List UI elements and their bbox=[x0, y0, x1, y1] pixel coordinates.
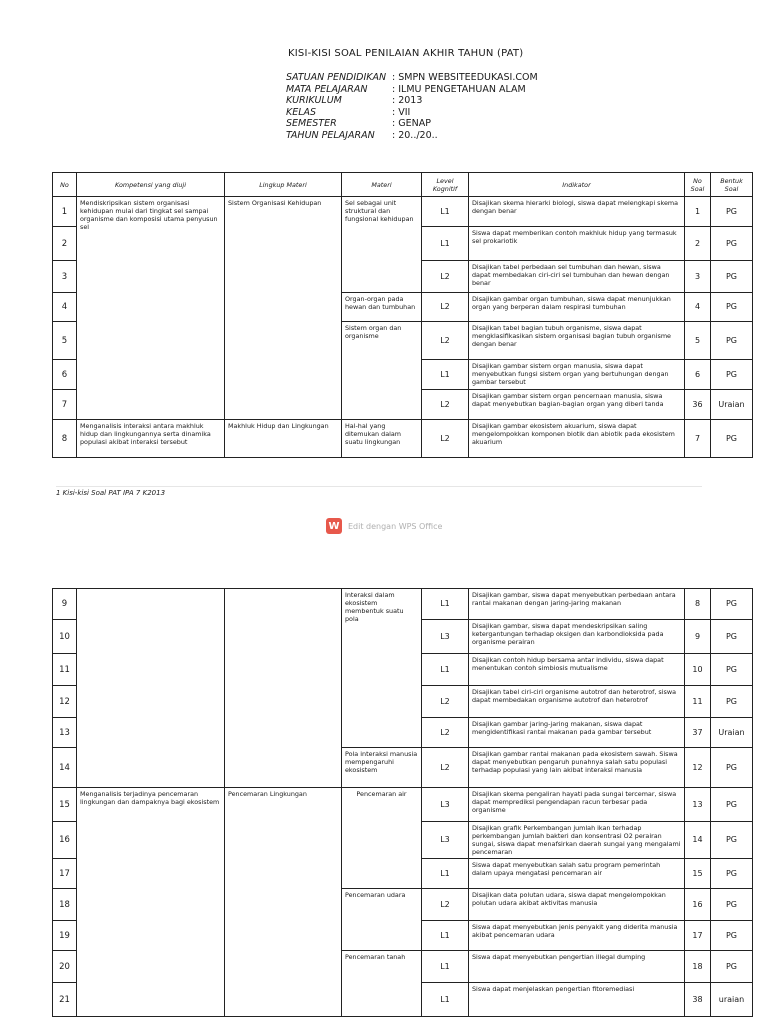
header-bentuk: Bentuk Soal bbox=[711, 173, 753, 197]
level-cell: L2 bbox=[422, 293, 469, 322]
header-no: No bbox=[53, 173, 77, 197]
bentuk-cell: PG bbox=[711, 620, 753, 654]
bentuk-cell: PG bbox=[711, 921, 753, 951]
level-cell: L1 bbox=[422, 589, 469, 620]
level-cell: L3 bbox=[422, 620, 469, 654]
meta-label: SATUAN PENDIDIKAN bbox=[286, 72, 387, 83]
wps-logo-icon: W bbox=[326, 518, 342, 534]
indikator-cell: Siswa dapat menjelaskan pengertian fitoremediasi bbox=[469, 983, 685, 1017]
lingkup-cell bbox=[225, 589, 342, 788]
meta-row bbox=[286, 84, 538, 96]
indikator-cell: Disajikan gambar sistem organ pencernaan manusia, siswa dapat menyebutkan bagian-bagian organ yang diberi tanda bbox=[469, 390, 685, 420]
materi-cell: Sistem organ dan organisme bbox=[342, 322, 422, 420]
level-cell: L1 bbox=[422, 360, 469, 390]
level-cell: L1 bbox=[422, 983, 469, 1017]
indikator-cell: Disajikan contoh hidup bersama antar individu, siswa dapat menentukan contoh simbiosis mutualisme bbox=[469, 654, 685, 686]
table-row bbox=[53, 788, 753, 822]
row-number: 21 bbox=[53, 983, 77, 1017]
no-soal-cell: 8 bbox=[685, 589, 711, 620]
materi-cell: Sel sebagai unit struktural dan fungsional kehidupan bbox=[342, 197, 422, 293]
indikator-cell: Siswa dapat memberikan contoh makhluk hidup yang termasuk sel prokariotik bbox=[469, 227, 685, 261]
no-soal-cell: 2 bbox=[685, 227, 711, 261]
kisi-kisi-table-part-1 bbox=[52, 172, 753, 458]
header-level: Level Kognitif bbox=[422, 173, 469, 197]
row-number: 3 bbox=[53, 261, 77, 293]
header-lingkup: Lingkup Materi bbox=[225, 173, 342, 197]
row-number: 20 bbox=[53, 951, 77, 983]
table-row bbox=[53, 197, 753, 227]
header-kompetensi: Kompetensi yang diuji bbox=[77, 173, 225, 197]
indikator-cell: Siswa dapat menyebutkan pengertian illegal dumping bbox=[469, 951, 685, 983]
header-indikator: Indikator bbox=[469, 173, 685, 197]
document-meta bbox=[286, 72, 538, 141]
materi-cell: Pencemaran air bbox=[342, 788, 422, 889]
row-number: 17 bbox=[53, 859, 77, 889]
no-soal-cell: 12 bbox=[685, 748, 711, 788]
kompetensi-cell bbox=[77, 589, 225, 788]
no-soal-cell: 17 bbox=[685, 921, 711, 951]
document-title: KISI-KISI SOAL PENILAIAN AKHIR TAHUN (PAT) bbox=[288, 48, 524, 59]
indikator-cell: Disajikan tabel perbedaan sel tumbuhan dan hewan, siswa dapat membedakan ciri-ciri sel tumbuhan dan hewan dengan benar bbox=[469, 261, 685, 293]
materi-cell: Pencemaran udara bbox=[342, 889, 422, 951]
row-number: 13 bbox=[53, 718, 77, 748]
no-soal-cell: 6 bbox=[685, 360, 711, 390]
wps-watermark bbox=[326, 518, 442, 534]
meta-value: : ILMU PENGETAHUAN ALAM bbox=[392, 83, 526, 95]
footer-divider bbox=[56, 486, 702, 487]
row-number: 5 bbox=[53, 322, 77, 360]
meta-row bbox=[286, 95, 538, 107]
no-soal-cell: 9 bbox=[685, 620, 711, 654]
kompetensi-cell: Mendiskripsikan sistem organisasi kehidupan mulai dari tingkat sel sampai organisme dan komposisi utama penyusun sel bbox=[77, 197, 225, 420]
no-soal-cell: 15 bbox=[685, 859, 711, 889]
no-soal-cell: 7 bbox=[685, 420, 711, 458]
bentuk-cell: PG bbox=[711, 420, 753, 458]
row-number: 15 bbox=[53, 788, 77, 822]
level-cell: L1 bbox=[422, 921, 469, 951]
table-row bbox=[53, 589, 753, 620]
bentuk-cell: Uraian bbox=[711, 718, 753, 748]
meta-value: : 20../20.. bbox=[392, 129, 438, 141]
header-no-soal: No Soal bbox=[685, 173, 711, 197]
no-soal-cell: 4 bbox=[685, 293, 711, 322]
meta-label: MATA PELAJARAN bbox=[286, 83, 368, 95]
materi-cell: Pencemaran tanah bbox=[342, 951, 422, 1017]
materi-cell: Hal-hal yang ditemukan dalam suatu lingkungan bbox=[342, 420, 422, 458]
bentuk-cell: PG bbox=[711, 951, 753, 983]
bentuk-cell: uraian bbox=[711, 983, 753, 1017]
footer-note: 1 Kisi-kisi Soal PAT IPA 7 K2013 bbox=[56, 489, 166, 497]
indikator-cell: Disajikan tabel bagian tubuh organisme, siswa dapat mengklasifikasikan sistem organisasi bagian tubuh organisme dengan benar bbox=[469, 322, 685, 360]
lingkup-cell: Sistem Organisasi Kehidupan bbox=[225, 197, 342, 420]
bentuk-cell: PG bbox=[711, 227, 753, 261]
indikator-cell: Siswa dapat menyebutkan salah satu program pemerintah dalam upaya mengatasi pencemaran air bbox=[469, 859, 685, 889]
meta-row bbox=[286, 118, 538, 130]
bentuk-cell: PG bbox=[711, 197, 753, 227]
meta-row bbox=[286, 130, 538, 142]
bentuk-cell: PG bbox=[711, 686, 753, 718]
level-cell: L2 bbox=[422, 261, 469, 293]
indikator-cell: Disajikan gambar ekosistem akuarium, siswa dapat mengelompokkan komponen biotik dan abiotik pada ekosistem akuarium bbox=[469, 420, 685, 458]
bentuk-cell: PG bbox=[711, 748, 753, 788]
no-soal-cell: 3 bbox=[685, 261, 711, 293]
no-soal-cell: 11 bbox=[685, 686, 711, 718]
no-soal-cell: 18 bbox=[685, 951, 711, 983]
meta-value: : VII bbox=[392, 106, 411, 118]
row-number: 18 bbox=[53, 889, 77, 921]
wps-text: Edit dengan WPS Office bbox=[348, 521, 443, 531]
indikator-cell: Disajikan tabel ciri-ciri organisme autotrof dan heterotrof, siswa dapat membedakan organisme autotrof dan heterotrof bbox=[469, 686, 685, 718]
kompetensi-cell: Menganalisis interaksi antara makhluk hidup dan lingkungannya serta dinamika populasi akibat interaksi tersebut bbox=[77, 420, 225, 458]
indikator-cell: Disajikan gambar jaring-jaring makanan, siswa dapat mengidentifikasi rantai makanan pada gambar tersebut bbox=[469, 718, 685, 748]
indikator-cell: Disajikan data polutan udara, siswa dapat mengelompokkan polutan udara akibat aktivitas manusia bbox=[469, 889, 685, 921]
bentuk-cell: PG bbox=[711, 788, 753, 822]
row-number: 11 bbox=[53, 654, 77, 686]
bentuk-cell: PG bbox=[711, 822, 753, 859]
materi-cell: Organ-organ pada hewan dan tumbuhan bbox=[342, 293, 422, 322]
meta-value: : SMPN WEBSITEEDUKASI.COM bbox=[392, 72, 538, 83]
meta-label: KELAS bbox=[286, 106, 317, 118]
bentuk-cell: Uraian bbox=[711, 390, 753, 420]
meta-label: TAHUN PELAJARAN bbox=[286, 129, 375, 141]
level-cell: L1 bbox=[422, 227, 469, 261]
bentuk-cell: PG bbox=[711, 322, 753, 360]
meta-row bbox=[286, 107, 538, 119]
row-number: 12 bbox=[53, 686, 77, 718]
row-number: 6 bbox=[53, 360, 77, 390]
no-soal-cell: 16 bbox=[685, 889, 711, 921]
level-cell: L2 bbox=[422, 420, 469, 458]
indikator-cell: Disajikan skema pengaliran hayati pada sungai tercemar, siswa dapat memprediksi pengendapan racun terbesar pada organisme bbox=[469, 788, 685, 822]
level-cell: L3 bbox=[422, 788, 469, 822]
lingkup-cell: Pencemaran Lingkungan bbox=[225, 788, 342, 1017]
indikator-cell: Disajikan gambar rantai makanan pada ekosistem sawah. Siswa dapat menyebutkan pengaruh punahnya salah satu populasi terhadap populasi yang lain akibat interaksi manusia bbox=[469, 748, 685, 788]
level-cell: L2 bbox=[422, 748, 469, 788]
indikator-cell: Disajikan gambar, siswa dapat mendeskripsikan saling ketergantungan terhadap oksigen dan karbondioksida pada organisme perairan bbox=[469, 620, 685, 654]
no-soal-cell: 13 bbox=[685, 788, 711, 822]
meta-label: KURIKULUM bbox=[286, 95, 342, 106]
materi-cell: Interaksi dalam ekosistem membentuk suatu pola bbox=[342, 589, 422, 748]
indikator-cell: Disajikan skema hierarki biologi, siswa dapat melengkapi skema dengan benar bbox=[469, 197, 685, 227]
bentuk-cell: PG bbox=[711, 360, 753, 390]
kompetensi-cell: Menganalisis terjadinya pencemaran lingkungan dan dampaknya bagi ekosistem bbox=[77, 788, 225, 1017]
row-number: 9 bbox=[53, 589, 77, 620]
meta-value: : 2013 bbox=[392, 95, 423, 106]
meta-label: SEMESTER bbox=[286, 118, 337, 129]
bentuk-cell: PG bbox=[711, 589, 753, 620]
no-soal-cell: 37 bbox=[685, 718, 711, 748]
row-number: 2 bbox=[53, 227, 77, 261]
indikator-cell: Siswa dapat menyebutkan jenis penyakit yang diderita manusia akibat pencemaran udara bbox=[469, 921, 685, 951]
no-soal-cell: 10 bbox=[685, 654, 711, 686]
bentuk-cell: PG bbox=[711, 889, 753, 921]
lingkup-cell: Makhluk Hidup dan Lingkungan bbox=[225, 420, 342, 458]
row-number: 14 bbox=[53, 748, 77, 788]
bentuk-cell: PG bbox=[711, 293, 753, 322]
materi-cell: Pola interaksi manusia mempengaruhi ekosistem bbox=[342, 748, 422, 788]
level-cell: L2 bbox=[422, 889, 469, 921]
level-cell: L3 bbox=[422, 822, 469, 859]
level-cell: L1 bbox=[422, 951, 469, 983]
kisi-kisi-table-part-2 bbox=[52, 588, 753, 1017]
row-number: 4 bbox=[53, 293, 77, 322]
no-soal-cell: 36 bbox=[685, 390, 711, 420]
meta-row bbox=[286, 72, 538, 84]
level-cell: L2 bbox=[422, 322, 469, 360]
indikator-cell: Disajikan gambar organ tumbuhan, siswa dapat menunjukkan organ yang berperan dalam respirasi tumbuhan bbox=[469, 293, 685, 322]
bentuk-cell: PG bbox=[711, 859, 753, 889]
no-soal-cell: 1 bbox=[685, 197, 711, 227]
row-number: 8 bbox=[53, 420, 77, 458]
row-number: 16 bbox=[53, 822, 77, 859]
indikator-cell: Disajikan gambar sistem organ manusia, siswa dapat menyebutkan fungsi sistem organ yang bertuhungan dengan gambar tersebut bbox=[469, 360, 685, 390]
no-soal-cell: 14 bbox=[685, 822, 711, 859]
header-materi: Materi bbox=[342, 173, 422, 197]
level-cell: L2 bbox=[422, 390, 469, 420]
meta-value: : GENAP bbox=[392, 118, 431, 129]
row-number: 10 bbox=[53, 620, 77, 654]
level-cell: L1 bbox=[422, 197, 469, 227]
no-soal-cell: 5 bbox=[685, 322, 711, 360]
level-cell: L2 bbox=[422, 718, 469, 748]
row-number: 19 bbox=[53, 921, 77, 951]
table-row bbox=[53, 420, 753, 458]
level-cell: L1 bbox=[422, 859, 469, 889]
indikator-cell: Disajikan gambar, siswa dapat menyebutkan perbedaan antara rantai makanan dengan jaring-jaring makanan bbox=[469, 589, 685, 620]
row-number: 7 bbox=[53, 390, 77, 420]
row-number: 1 bbox=[53, 197, 77, 227]
no-soal-cell: 38 bbox=[685, 983, 711, 1017]
level-cell: L1 bbox=[422, 654, 469, 686]
indikator-cell: Disajikan grafik Perkembangan jumlah ikan terhadap perkembangan jumlah bakteri dan konsentrasi O2 perairan sungai, siswa dapat menafsirkan daerah sungai yang mengalami pencemaran bbox=[469, 822, 685, 859]
bentuk-cell: PG bbox=[711, 261, 753, 293]
level-cell: L2 bbox=[422, 686, 469, 718]
bentuk-cell: PG bbox=[711, 654, 753, 686]
